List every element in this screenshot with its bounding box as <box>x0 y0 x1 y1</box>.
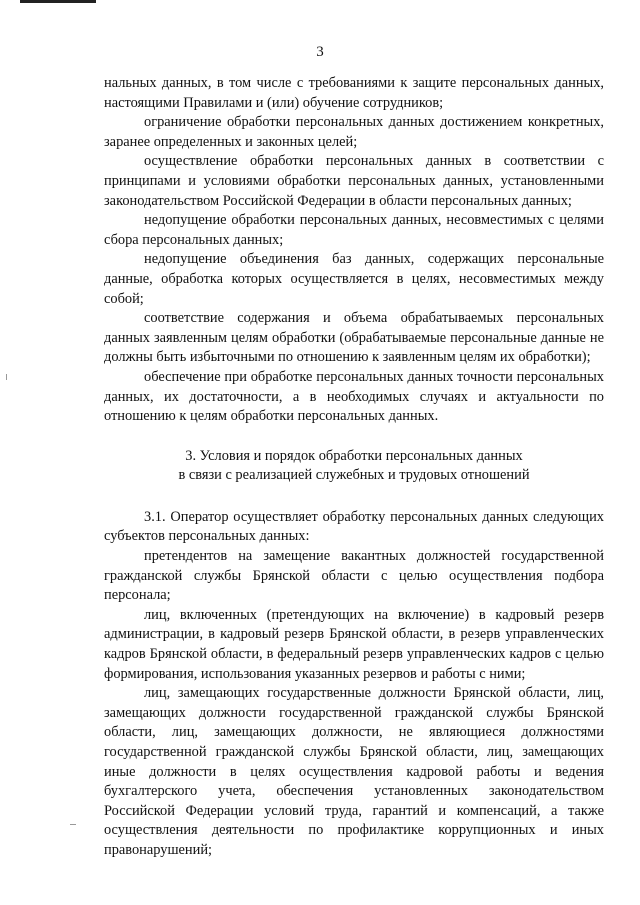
list-item: соответствие содержания и объема обрабатываемых персональных данных заявленным целям обработки (обрабатываемые персональные данные не должны быть избыточными по отношению к заявленным целям их обработки); <box>104 310 604 366</box>
list-item: обеспечение при обработке персональных данных точности персональных данных, их достаточности, а в необходимых случаях и актуальности по отношению к целям обработки персональных данных. <box>104 368 604 425</box>
section-heading <box>104 447 604 486</box>
document-body <box>104 74 604 861</box>
paragraph: нальных данных, в том числе с требованиями к защите персональных данных, настоящими Правилами и (или) обучение сотрудников; <box>104 75 604 111</box>
list-item: осуществление обработки персональных данных в соответствии с принципами и условиями обработки персональных данных, установленными законодательством Российской Федерации в области персональных данных; <box>104 153 604 209</box>
list-item: лиц, включенных (претендующих на включение) в кадровый резерв администрации, в кадровый резерв Брянской области, в резерв управленческих кадров Брянской области, в федеральный резерв управленческих кадров с целью формирования, использования указанных резервов и работы с ними; <box>104 606 604 682</box>
page-number: 3 <box>316 44 324 60</box>
list-item: лиц, замещающих государственные должности Брянской области, лиц, замещающих должности государственной гражданской службы Брянской области, лиц, замещающих должности, не являющиеся должностями государственной гражданской службы Брянской области, лиц, замещающих иные должности в целях осуществления кадровой работы и ведения бухгалтерского учета, обеспечения установленных законодательством Российской Федерации условий труда, гарантий и компенсаций, а также осуществления деятельности по профилактике коррупционных и иных правонарушений; <box>104 685 604 858</box>
scan-speck <box>70 824 76 825</box>
scan-speck <box>6 374 7 380</box>
section-heading-line2: в связи с реализацией служебных и трудовых отношений <box>178 467 530 484</box>
list-item: ограничение обработки персональных данных достижением конкретных, заранее определенных и законных целей; <box>104 114 604 150</box>
paragraph: 3.1. Оператор осуществляет обработку персональных данных следующих субъектов персональных данных: <box>104 508 604 545</box>
list-item: недопущение объединения баз данных, содержащих персональные данные, обработка которых осуществляется в целях, несовместимых между собой; <box>104 251 604 307</box>
list-item: претендентов на замещение вакантных должностей государственной гражданской службы Брянской области с целью осуществления подбора персонала; <box>104 548 604 604</box>
scan-edge-rule <box>20 0 96 3</box>
list-item: недопущение обработки персональных данных, несовместимых с целями сбора персональных данных; <box>104 212 604 248</box>
section-heading-line1: 3. Условия и порядок обработки персональных данных <box>185 447 523 464</box>
